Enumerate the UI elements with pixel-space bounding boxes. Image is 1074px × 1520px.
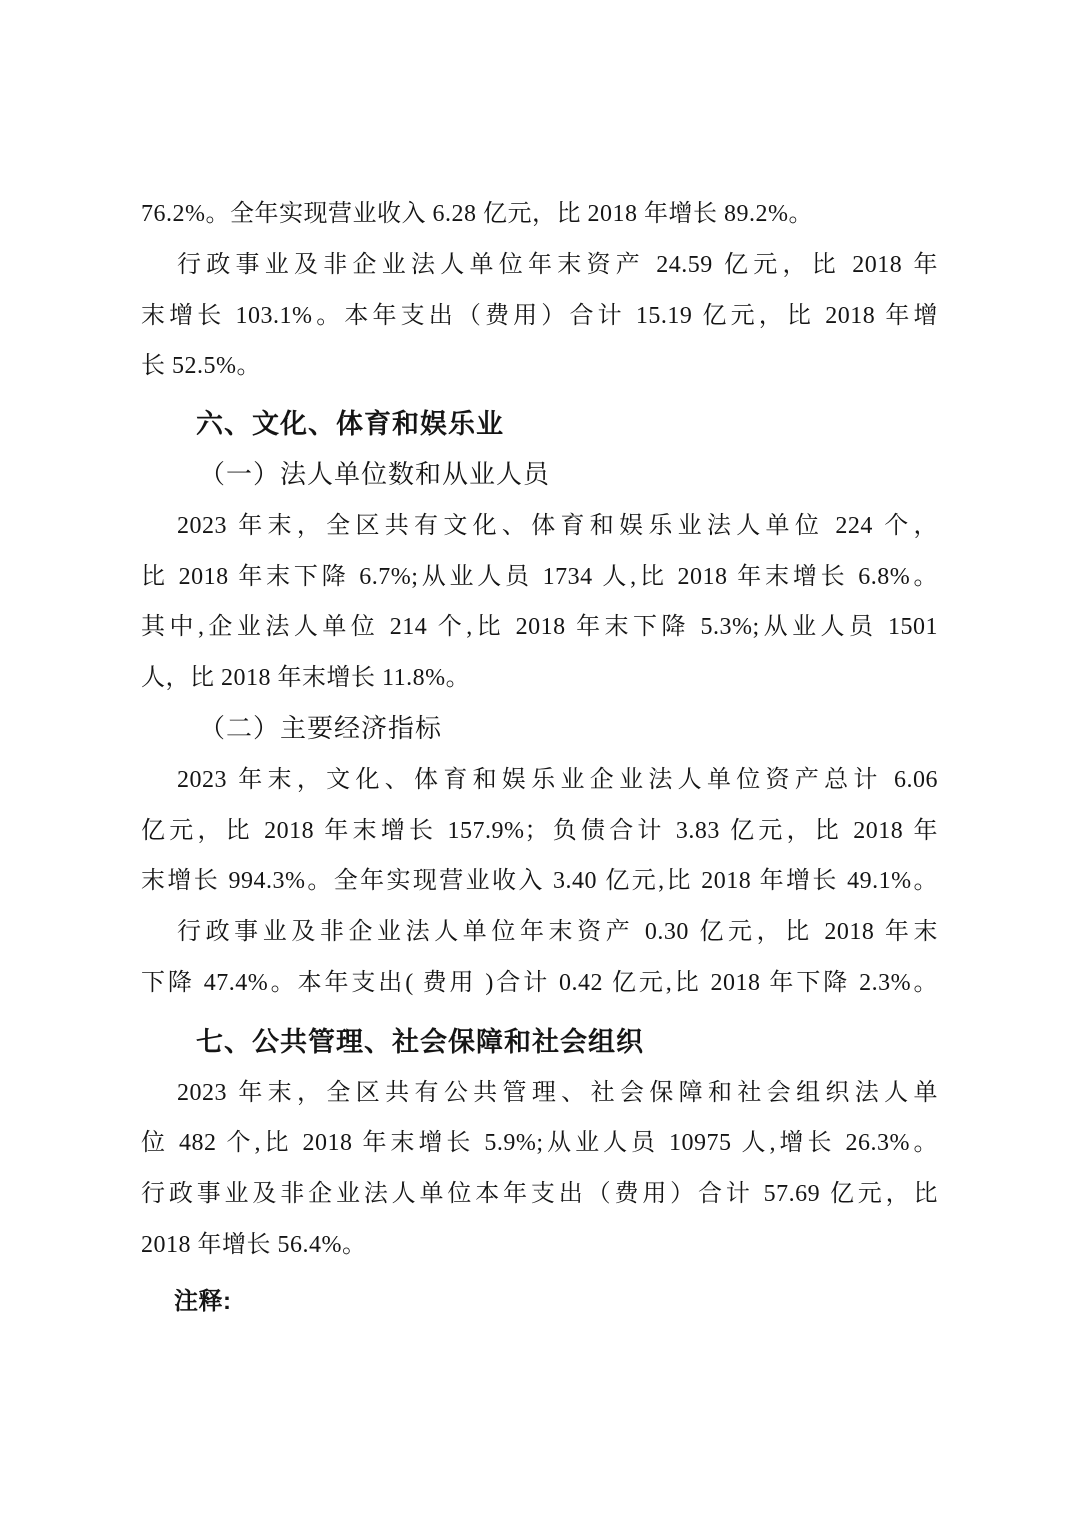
text-line: 行政事业及非企业法人单位年末资产 24.59 亿元，比 2018 年 xyxy=(177,251,938,278)
section-heading-public-administration: 七、公共管理、社会保障和社会组织 xyxy=(196,1026,644,1057)
notes-heading: 注释: xyxy=(174,1287,232,1315)
subsection-heading-legal-entities-employees: （一）法人单位数和从业人员 xyxy=(199,459,551,489)
text-line: 行政事业及非企业法人单位年末资产 0.30 亿元，比 2018 年末 xyxy=(177,919,938,946)
text-line: 末增长 994.3%。全年实现营业收入 3.40 亿元,比 2018 年增长 49.1%。 xyxy=(141,868,938,895)
text-line: 下降 47.4%。本年支出( 费用 )合计 0.42 亿元,比 2018 年下降 2.3%。 xyxy=(141,969,938,996)
text-line: 2018 年增长 56.4%。 xyxy=(141,1231,367,1258)
document-body xyxy=(141,189,938,1328)
text-line: 比 2018 年末下降 6.7%;从业人员 1734 人,比 2018 年末增长 6.8%。 xyxy=(141,563,938,590)
text-line: 行政事业及非企业法人单位本年支出（费用）合计 57.69 亿元，比 xyxy=(141,1181,938,1208)
text-line: 亿元，比 2018 年末增长 157.9%；负债合计 3.83 亿元，比 2018 年 xyxy=(141,817,938,844)
text-line: 末增长 103.1%。本年支出（费用）合计 15.19 亿元，比 2018 年增 xyxy=(141,302,938,329)
text-line: 人，比 2018 年末增长 11.8%。 xyxy=(141,665,471,692)
section-heading-culture-sports-entertainment: 六、文化、体育和娱乐业 xyxy=(196,409,504,440)
subsection-heading-main-economic-indicators: （二）主要经济指标 xyxy=(199,713,443,743)
text-line: 2023 年末，全区共有文化、体育和娱乐业法人单位 224 个， xyxy=(177,512,938,539)
text-line: 2023 年末，文化、体育和娱乐业企业法人单位资产总计 6.06 xyxy=(177,766,938,793)
text-line: 其中,企业法人单位 214 个,比 2018 年末下降 5.3%;从业人员 1501 xyxy=(141,614,938,641)
text-line: 位 482 个,比 2018 年末增长 5.9%;从业人员 10975 人,增长 26.3%。 xyxy=(141,1130,938,1157)
text-line: 2023 年末，全区共有公共管理、社会保障和社会组织法人单 xyxy=(177,1079,938,1106)
text-line: 长 52.5%。 xyxy=(141,353,261,380)
text-line: 76.2%。全年实现营业收入 6.28 亿元，比 2018 年增长 89.2%。 xyxy=(141,201,813,227)
